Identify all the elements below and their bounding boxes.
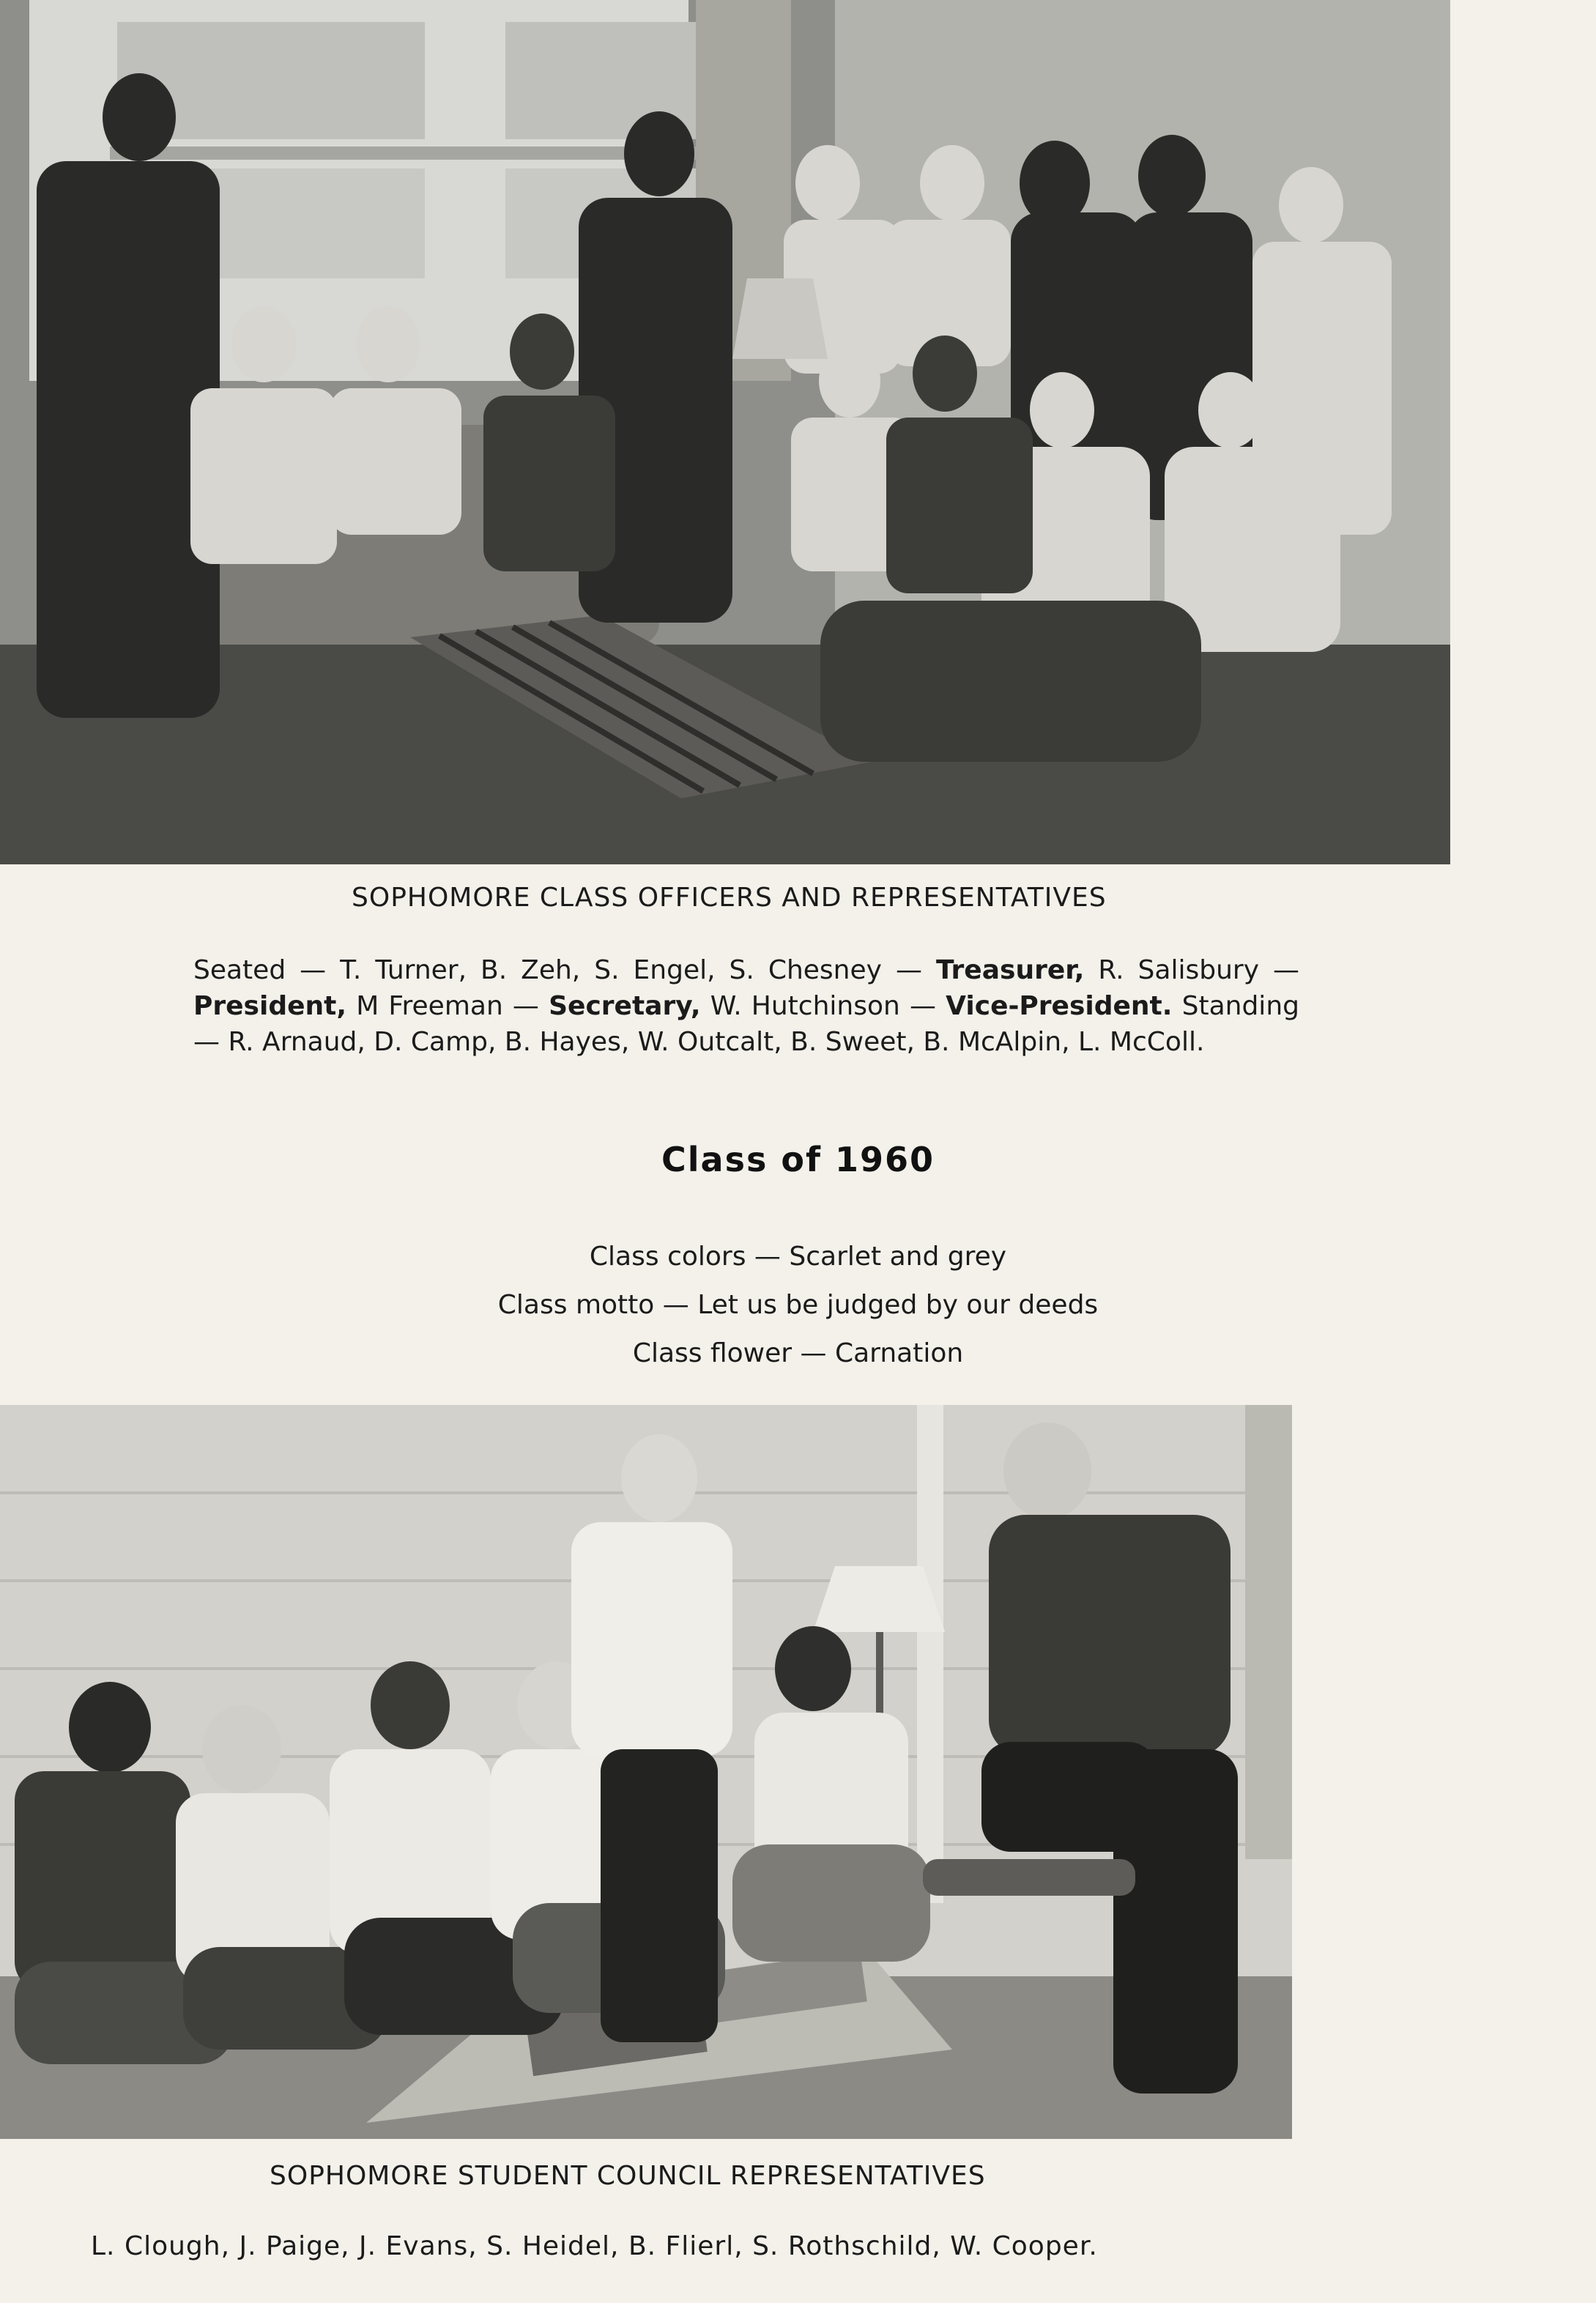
council-photo-illustration [0, 1405, 1292, 2139]
secretary-name: W. Hutchinson — [700, 991, 946, 1021]
class-heading: Class of 1960 [661, 1140, 935, 1179]
treasurer-role: Treasurer, [935, 955, 1085, 985]
officers-caption-text [193, 952, 1299, 1060]
president-name: M Freeman — [346, 991, 549, 1021]
class-motto-line: Class motto — Let us be judged by our deeds [497, 1290, 1099, 1320]
class-colors-line: Class colors — Scarlet and grey [589, 1242, 1007, 1272]
council-names: L. Clough, J. Paige, J. Evans, S. Heidel, B. Flierl, S. Rothschild, W. Cooper. [91, 2231, 1098, 2261]
president-role: President, [193, 991, 347, 1021]
class-flower-line: Class flower — Carnation [632, 1338, 964, 1368]
secretary-role: Secretary, [549, 991, 701, 1021]
standing-names: Standing — R. Arnaud, D. Camp, B. Hayes, W. Outcalt, B. Sweet, B. McAlpin, L. McColl. [193, 991, 1299, 1057]
officers-group-photo [0, 0, 1450, 864]
officers-photo-illustration [0, 0, 1450, 864]
council-caption-title: SOPHOMORE STUDENT COUNCIL REPRESENTATIVES [270, 2161, 986, 2191]
vice-president-role: Vice-President. [946, 991, 1173, 1021]
treasurer-name: R. Salisbury — [1084, 955, 1299, 985]
council-group-photo [0, 1405, 1292, 2139]
officers-caption-title: SOPHOMORE CLASS OFFICERS AND REPRESENTATIVES [352, 883, 1107, 913]
seated-names: Seated — T. Turner, B. Zeh, S. Engel, S. Chesney — [193, 955, 936, 985]
